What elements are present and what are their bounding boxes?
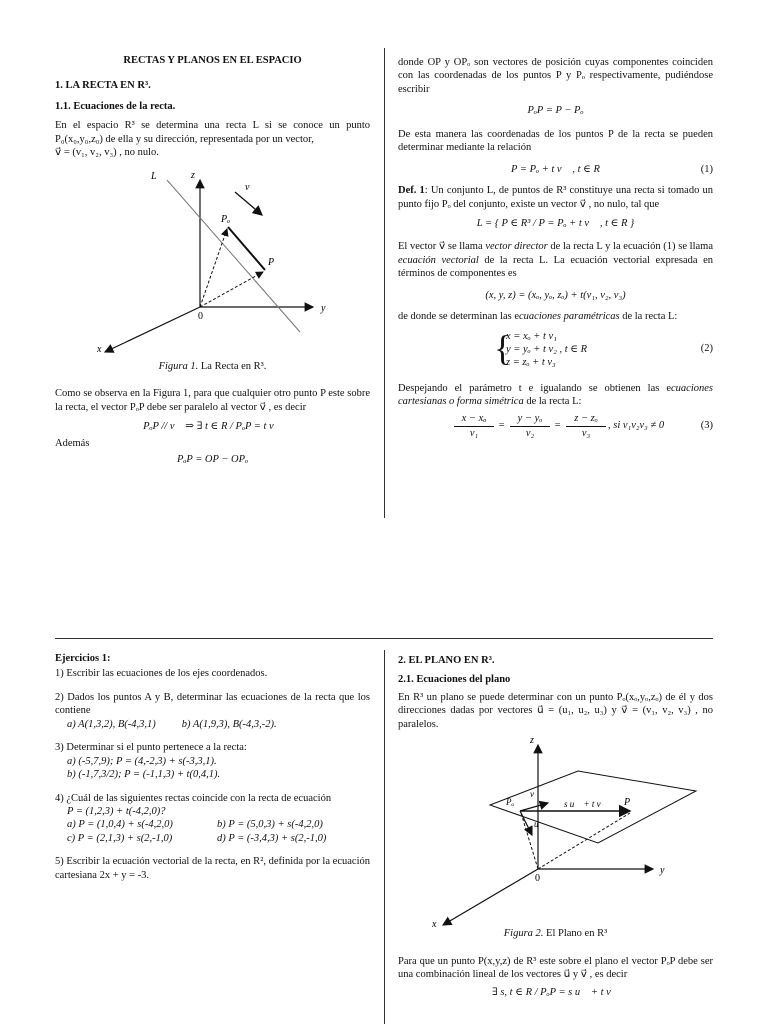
position-OP bbox=[200, 272, 263, 307]
parametric-intro: de donde se determinan las ecuaciones paramétricas de la recta L: bbox=[398, 311, 678, 323]
label-Po: Pₒ bbox=[221, 213, 230, 225]
section-2-heading: 2. EL PLANO EN R³. bbox=[398, 655, 495, 666]
label-z: z bbox=[530, 735, 534, 747]
label-v: v⃗ bbox=[530, 789, 541, 800]
position-OP bbox=[538, 813, 630, 869]
position-vectors-text: donde OP y OPₒ son vectores de posición cuyas componentes coinciden con las coordenadas de los puntos P y Pₒ respectivamente, pudiéndose escribir bbox=[398, 57, 713, 95]
plane-paragraph: Para que un punto P(x,y,z) de R³ este sobre el plano el vector PₒP debe ser una combinación lineal de los vectores u⃗ y v⃗ , es decir bbox=[398, 955, 713, 981]
subsection-heading: 1.1. Ecuaciones de la recta. bbox=[55, 100, 176, 112]
plane-equation: ∃ s, t ∈ R / PₒP = s u⃗ + t v⃗ bbox=[492, 986, 619, 998]
label-y: y bbox=[660, 865, 665, 877]
exercise-3a: a) (-5,7,9); P = (4,-2,3) + s(-3,3,1). bbox=[67, 755, 217, 767]
label-origin: 0 bbox=[535, 873, 540, 885]
label-x: x bbox=[432, 919, 437, 931]
subsection-2-1-heading: 2.1. Ecuaciones del plano bbox=[398, 674, 511, 686]
plane-intro: En R³ un plano se puede determinar con un punto Pₒ(xₒ,yₒ,zₒ) de él y dos direcciones dadas por vectores u⃗ = (u₁, u₂, u₃) y v⃗ = (v₁, v₂, v₃) , no paralelos. bbox=[398, 691, 713, 730]
paragraph-parallel: Como se observa en la Figura 1, para que cualquier otro punto P este sobre la recta, el vector PₒP debe ser paralelo al vector v⃗ , es decir bbox=[55, 388, 370, 413]
plane-column bbox=[398, 654, 713, 999]
page-bottom bbox=[0, 640, 768, 1024]
section-heading: 1. LA RECTA EN R³. bbox=[55, 80, 151, 92]
top-right-column bbox=[398, 56, 713, 444]
label-x: x bbox=[97, 343, 102, 355]
label-u: u⃗ bbox=[534, 819, 546, 830]
label-y: y bbox=[321, 302, 326, 314]
equation-parallel: PₒP // v⃗ ⇒ ∃ t ∈ R / PₒP = t v⃗ bbox=[143, 420, 282, 432]
label-v: v⃗ bbox=[245, 181, 258, 193]
label-origin: 0 bbox=[198, 310, 203, 322]
equation-set-L: L = { P ∈ R³ / P = Pₒ + t v⃗ , t ∈ R } bbox=[476, 217, 635, 229]
page-separator bbox=[55, 638, 713, 639]
label-Po: Pₒ bbox=[506, 797, 515, 808]
exercise-2-items: a) A(1,3,2), B(-4,3,1) b) A(1,9,3), B(-4,3,-2). bbox=[67, 718, 277, 730]
exercises-column bbox=[55, 652, 370, 882]
exercise-2: 2) Dados los puntos A y B, determinar las ecuaciones de la recta que los contiene bbox=[55, 691, 370, 717]
equation-symmetric: x − xₒ v₁ = y − yₒ v₂ = z − zₒ v₃ , si v₁v₂v₃ ≠ 0 (3) bbox=[398, 412, 713, 444]
intro-text: En el espacio R³ se determina una recta L si se conoce un punto P₀(x₀,y₀,z₀) de ella y su dirección, representada por un vector, bbox=[55, 120, 370, 145]
relation-text: De esta manera las coordenadas de los puntos P de la recta se pueden determinar mediante la relación bbox=[398, 128, 713, 154]
exercise-4-ab: a) P = (1,0,4) + s(-4,2,0) b) P = (5,0,3) + s(-4,2,0) bbox=[67, 819, 323, 831]
line-L bbox=[167, 180, 300, 332]
exercise-3: 3) Determinar si el punto pertenece a la recta: bbox=[55, 742, 247, 754]
column-divider bbox=[384, 48, 385, 518]
exercises-title: Ejercicios 1: bbox=[55, 653, 111, 664]
position-OPo bbox=[200, 229, 227, 307]
figure-2-plane-diagram bbox=[398, 733, 713, 933]
direction-vector-v bbox=[235, 192, 262, 215]
label-P: P bbox=[268, 256, 275, 268]
vector-v bbox=[520, 803, 548, 811]
label-z: z bbox=[191, 169, 195, 181]
exercise-4-cd: c) P = (2,1,3) + s(2,-1,0) d) P = (-3,4,3) + s(2,-1,0) bbox=[67, 832, 327, 844]
ademas-text: Además bbox=[55, 438, 90, 450]
intro-vector: v⃗ = (v₁, v₂, v₃) , no nulo. bbox=[55, 147, 159, 159]
exercise-3b: b) (-1,7,3/2); P = (-1,1,3) + t(0,4,1). bbox=[67, 769, 221, 781]
exercise-5: 5) Escribir la ecuación vectorial de la recta, en R², definida por la ecuación cartesiana 2x + y = -3. bbox=[55, 856, 370, 881]
equation-difference: PₒP = OP − OPₒ bbox=[176, 453, 249, 465]
equation-PoP: PₒP = P − Pₒ bbox=[527, 105, 584, 117]
figure-1-caption: Figura 1. La Recta en R³. bbox=[158, 360, 267, 372]
figure-2-caption: Figura 2. El Plano en R³ bbox=[503, 928, 608, 940]
equation-1: P = Pₒ + t v⃗ , t ∈ R (1) bbox=[511, 163, 713, 175]
x-axis bbox=[105, 307, 200, 352]
column-divider bbox=[384, 650, 385, 1024]
label-sum: s u⃗ + t v⃗ bbox=[564, 799, 608, 810]
vector-director-text: El vector v⃗ se llama vector director de la recta L y la ecuación (1) se llama ecuación vectorial de la recta L. La ecuación vectorial expresada en términos de componentes es bbox=[398, 241, 714, 280]
exercise-4-equation: P = (1,2,3) + t(-4,2,0)? bbox=[67, 805, 166, 817]
exercise-1: 1) Escribir las ecuaciones de los ejes coordenados. bbox=[55, 668, 268, 680]
x-axis bbox=[443, 869, 538, 925]
equation-components: (x, y, z) = (xₒ, yₒ, zₒ) + t(v₁, v₂, v₃) bbox=[485, 289, 626, 301]
exercise-4: 4) ¿Cuál de las siguientes rectas coincide con la recta de ecuación bbox=[55, 792, 332, 804]
definition-1: Def. 1: Un conjunto L, de puntos de R³ constituye una recta si tomado un punto fijo Pₒ del conjunto, existe un vector v⃗ , no nulo, tal que bbox=[398, 185, 713, 210]
figure-1-line-diagram bbox=[55, 162, 370, 362]
document-title: RECTAS Y PLANOS EN EL ESPACIO bbox=[123, 55, 302, 66]
symmetric-intro: Despejando el parámetro t e igualando se obtienen las ecuaciones cartesianas o forma simétrica de la recta L: bbox=[398, 382, 713, 407]
top-left-column bbox=[55, 54, 370, 466]
label-P: P bbox=[624, 797, 631, 809]
label-L: L bbox=[151, 170, 157, 182]
vector-PoP bbox=[228, 227, 265, 270]
equation-parametric: { x = xₒ + t v₁ y = yₒ + t v₂ , t ∈ R z = zₒ + t v₃ (2) bbox=[494, 327, 713, 369]
